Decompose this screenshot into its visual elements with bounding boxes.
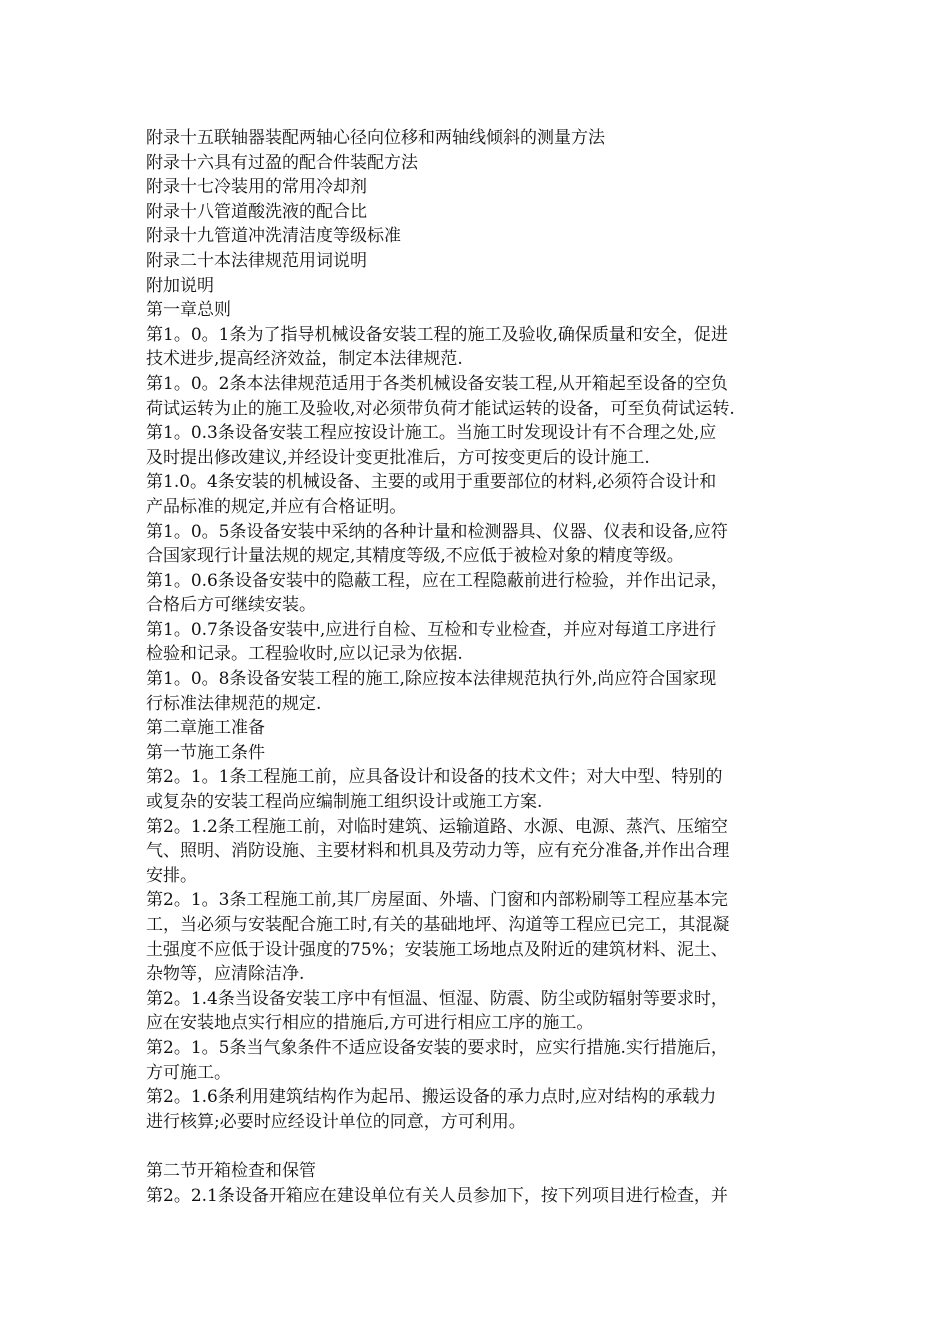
article-1-0-5-line-2: 合国家现行计量法规的规定,其精度等级,不应低于被检对象的精度等级。	[146, 546, 684, 567]
article-1-0-1-line-2: 技术进步,提高经济效益，制定本法律规范.	[146, 349, 463, 370]
article-1-0-3-line-2: 及时提出修改建议,并经设计变更批准后，方可按变更后的设计施工.	[146, 447, 650, 468]
article-1-0-7-line-1: 第1。0.7条设备安装中,应进行自检、互检和专业检查，并应对每道工序进行	[146, 619, 717, 640]
article-2-1-2-line-2: 气、照明、消防设施、主要材料和机具及劳动力等，应有充分准备,并作出合理	[146, 841, 730, 862]
appendix-16-line: 附录十六具有过盈的配合件装配方法	[146, 152, 418, 173]
appendix-19-line: 附录十九管道冲洗清洁度等级标准	[146, 226, 401, 247]
article-2-2-1-line-1: 第2。2.1条设备开箱应在建设单位有关人员参加下，按下列项目进行检查，并	[146, 1185, 728, 1206]
document-body	[146, 126, 806, 1208]
appendix-17-line: 附录十七冷装用的常用冷却剂	[146, 177, 367, 198]
article-1-0-4-line-2: 产品标准的规定,并应有合格证明。	[146, 496, 407, 517]
article-2-1-6-line-1: 第2。1.6条利用建筑结构作为起吊、搬运设备的承力点时,应对结构的承载力	[146, 1087, 717, 1108]
article-2-1-3-line-3: 土强度不应低于设计强度的75%；安装施工场地点及附近的建筑材料、泥土、	[146, 939, 728, 960]
article-2-1-3-line-4: 杂物等，应清除洁净.	[146, 964, 305, 985]
article-2-1-5-line-1: 第2。1。5条当气象条件不适应设备安装的要求时，应实行措施.实行措施后，	[146, 1037, 728, 1058]
article-1-0-4-line-1: 第1.0。4条安装的机械设备、主要的或用于重要部位的材料,必须符合设计和	[146, 472, 717, 493]
article-2-1-2-line-1: 第2。1.2条工程施工前，对临时建筑、运输道路、水源、电源、蒸汽、压缩空	[146, 816, 728, 837]
appendix-20-line: 附录二十本法律规范用词说明	[146, 250, 367, 271]
chapter-2-heading: 第二章施工准备	[146, 718, 265, 739]
section-2-heading: 第二节开箱检查和保管	[146, 1160, 316, 1181]
appendix-18-line: 附录十八管道酸洗液的配合比	[146, 201, 367, 222]
article-1-0-6-line-1: 第1。0.6条设备安装中的隐蔽工程，应在工程隐蔽前进行检验，并作出记录，	[146, 570, 728, 591]
article-2-1-1-line-2: 或复杂的安装工程尚应编制施工组织设计或施工方案.	[146, 792, 543, 813]
additional-notes-line: 附加说明	[146, 275, 214, 296]
article-2-1-6-line-2: 进行核算;必要时应经设计单位的同意，方可利用。	[146, 1111, 526, 1132]
article-2-1-5-line-2: 方可施工。	[146, 1062, 231, 1083]
article-1-0-3-line-1: 第1。0.3条设备安装工程应按设计施工。当施工时发现设计有不合理之处,应	[146, 423, 717, 444]
appendix-15-line: 附录十五联轴器装配两轴心径向位移和两轴线倾斜的测量方法	[146, 128, 605, 148]
article-1-0-1-line-1: 第1。0。1条为了指导机械设备安装工程的施工及验收,确保质量和安全，促进	[146, 324, 728, 345]
article-2-1-1-line-1: 第2。1。1条工程施工前，应具备设计和设备的技术文件；对大中型、特别的	[146, 767, 723, 788]
article-1-0-8-line-2: 行标准法律规范的规定.	[146, 693, 322, 714]
article-1-0-6-line-2: 合格后方可继续安装。	[146, 595, 316, 616]
article-2-1-3-line-2: 工，当必须与安装配合施工时,有关的基础地坪、沟道等工程应已完工，其混凝	[146, 915, 730, 935]
article-1-0-8-line-1: 第1。0。8条设备安装工程的施工,除应按本法律规范执行外,尚应符合国家现	[146, 669, 717, 690]
article-2-1-3-line-1: 第2。1。3条工程施工前,其厂房屋面、外墙、门窗和内部粉刷等工程应基本完	[146, 890, 728, 911]
blank-line	[146, 1134, 806, 1159]
chapter-1-heading: 第一章总则	[146, 300, 231, 321]
article-1-0-7-line-2: 检验和记录。工程验收时,应以记录为依据.	[146, 644, 463, 665]
section-1-heading: 第一节施工条件	[146, 742, 265, 763]
article-2-1-2-line-3: 安排。	[146, 865, 197, 886]
article-2-1-4-line-1: 第2。1.4条当设备安装工序中有恒温、恒湿、防震、防尘或防辐射等要求时，	[146, 988, 728, 1009]
article-1-0-2-line-2: 荷试运转为止的施工及验收,对必须带负荷才能试运转的设备，可至负荷试运转.	[146, 398, 735, 419]
article-2-1-4-line-2: 应在安装地点实行相应的措施后,方可进行相应工序的施工。	[146, 1013, 594, 1034]
article-1-0-2-line-1: 第1。0。2条本法律规范适用于各类机械设备安装工程,从开箱起至设备的空负	[146, 373, 728, 394]
article-1-0-5-line-1: 第1。0。5条设备安装中采纳的各种计量和检测器具、仪器、仪表和设备,应符	[146, 521, 728, 542]
